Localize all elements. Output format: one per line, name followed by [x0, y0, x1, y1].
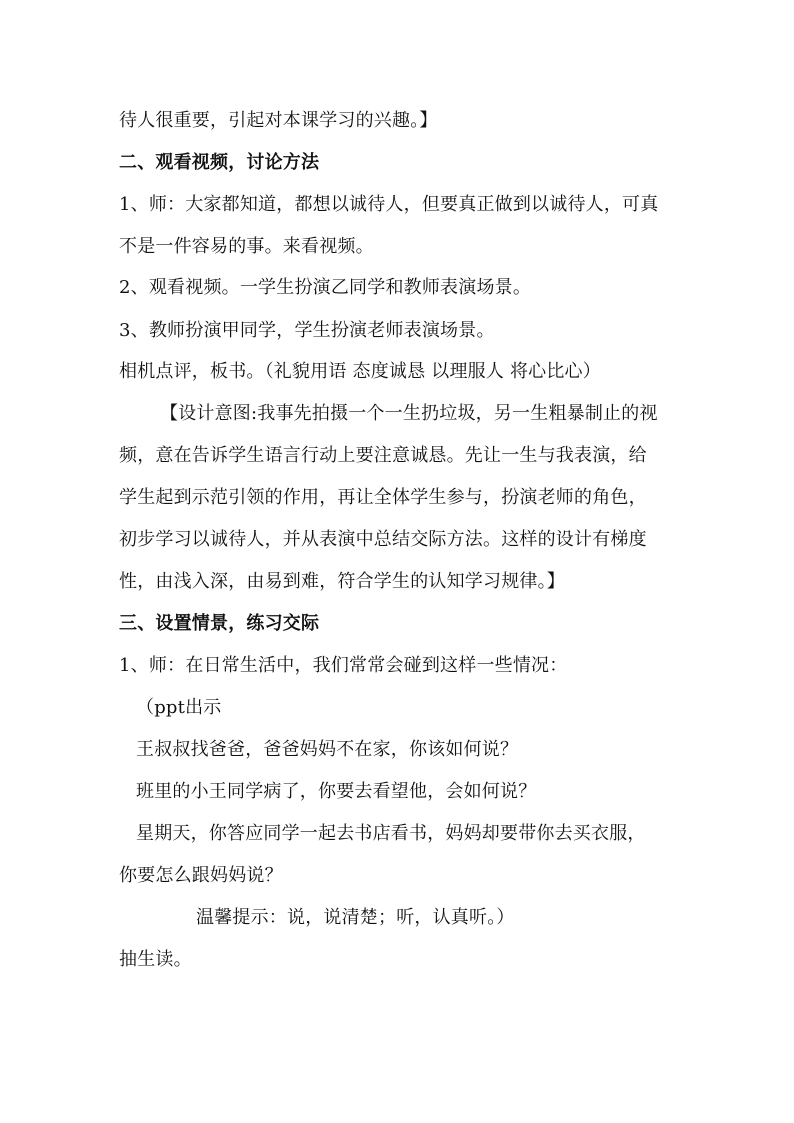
- section-heading-2: 二、观看视频，讨论方法: [119, 152, 320, 173]
- paragraph-line: 3、教师扮演甲同学，学生扮演老师表演场景。: [119, 320, 495, 341]
- paragraph-line: 待人很重要，引起对本课学习的兴趣。】: [119, 110, 438, 131]
- paragraph-line: 1、师：大家都知道，都想以诚待人，但要真正做到以诚待人，可真: [119, 194, 659, 215]
- ppt-note-line: （ppt出示: [136, 697, 222, 718]
- scenario-line: 王叔叔找爸爸，爸爸妈妈不在家，你该如何说？: [136, 739, 519, 760]
- design-intent-line: 【设计意图:我事先拍摄一个一生扔垃圾，另一生粗暴制止的视: [160, 403, 658, 424]
- scenario-line: 班里的小王同学病了，你要去看望他，会如何说？: [136, 781, 537, 802]
- paragraph-line: 2、观看视频。一学生扮演乙同学和教师表演场景。: [119, 277, 532, 298]
- design-intent-line: 初步学习以诚待人，并从表演中总结交际方法。这样的设计有梯度: [119, 529, 647, 550]
- design-intent-line: 学生起到示范引领的作用，再让全体学生参与，扮演老师的角色，: [119, 487, 647, 508]
- design-intent-line: 性，由浅入深，由易到难，符合学生的认知学习规律。】: [119, 571, 565, 592]
- scenario-line: 你要怎么跟妈妈说？: [119, 865, 283, 886]
- paragraph-line: 抽生读。: [119, 949, 192, 970]
- paragraph-line: 1、师：在日常生活中，我们常常会碰到这样一些情况：: [119, 655, 568, 676]
- design-intent-line: 频，意在告诉学生语言行动上要注意诚恳。先让一生与我表演，给: [119, 445, 647, 466]
- paragraph-line: 相机点评，板书。（礼貌用语 态度诚恳 以理服人 将心比心）: [119, 361, 601, 382]
- scenario-line: 星期天，你答应同学一起去书店看书，妈妈却要带你去买衣服，: [136, 823, 646, 844]
- tip-line: 温馨提示：说，说清楚；听，认真听。）: [196, 907, 515, 928]
- section-heading-3: 三、设置情景，练习交际: [119, 613, 320, 634]
- paragraph-line: 不是一件容易的事。来看视频。: [119, 236, 374, 257]
